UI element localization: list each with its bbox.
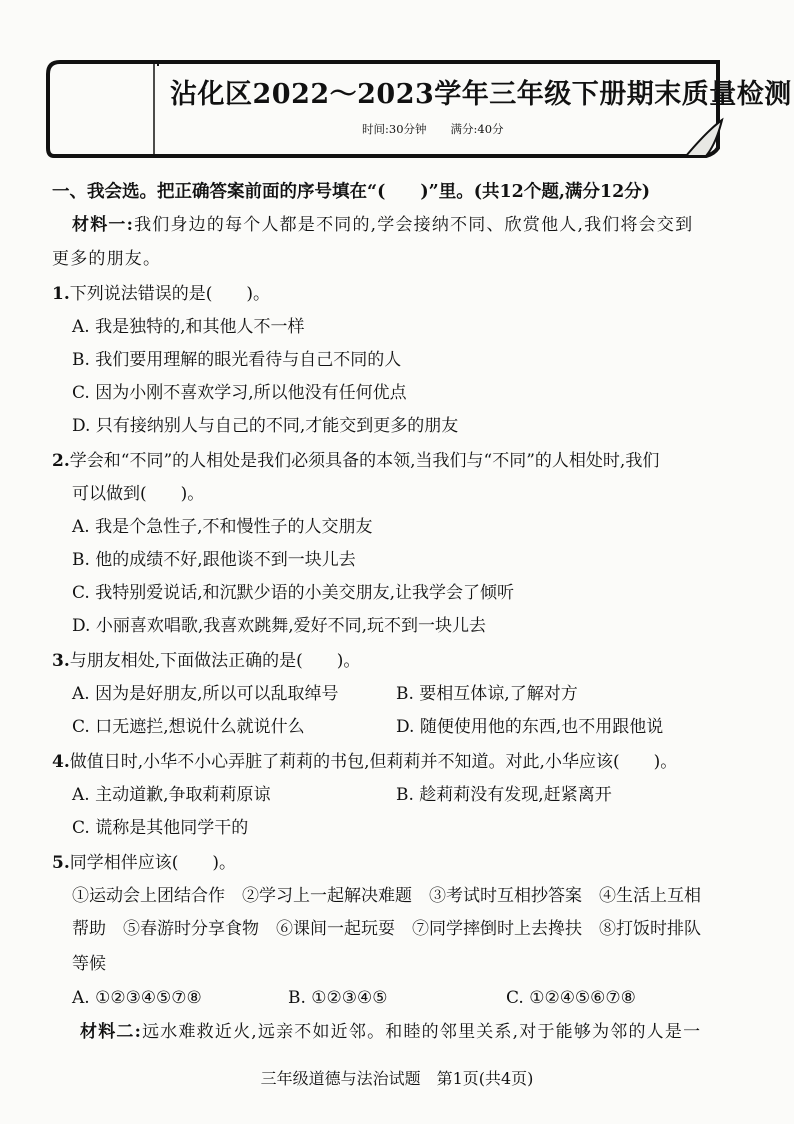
q5-items-line2: 帮助 ⑤春游时分享食物 ⑥课间一起玩耍 ⑦同学摔倒时上去搀扶 ⑧打饭时排队 xyxy=(72,919,701,939)
q5-option-a: A. ①②③④⑤⑦⑧ xyxy=(72,988,202,1008)
question-2-text-line1: 学会和“不同”的人相处是我们必须具备的本领,当我们与“不同”的人相处时,我们 xyxy=(69,451,660,471)
material1-label: 材料一: xyxy=(72,215,135,235)
question-3-number: 3. xyxy=(52,651,70,671)
q4-option-b: B. 趁莉莉没有发现,赶紧离开 xyxy=(396,785,612,805)
q5-option-c: C. ①②④⑤⑥⑦⑧ xyxy=(506,988,636,1008)
q2-option-b: B. 他的成绩不好,跟他谈不到一块儿去 xyxy=(72,550,356,570)
q3-option-b: B. 要相互体谅,了解对方 xyxy=(396,684,578,704)
q2-option-a: A. 我是个急性子,不和慢性子的人交朋友 xyxy=(72,517,373,537)
question-2 xyxy=(52,450,659,472)
q3-option-a: A. 因为是好朋友,所以可以乱取绰号 xyxy=(72,684,339,704)
q3-option-c: C. 口无遮拦,想说什么就说什么 xyxy=(72,717,305,737)
question-3-text: 与朋友相处,下面做法正确的是( )。 xyxy=(69,651,361,671)
q4-option-a: A. 主动道歉,争取莉莉原谅 xyxy=(72,785,271,805)
q1-option-d: D. 只有接纳别人与自己的不同,才能交到更多的朋友 xyxy=(72,416,459,436)
material2 xyxy=(80,1021,701,1043)
question-4-number: 4. xyxy=(52,752,70,772)
q5-items-line3: 等候 xyxy=(72,954,106,974)
q5-items-line1: ①运动会上团结合作 ②学习上一起解决难题 ③考试时互相抄答案 ④生活上互相 xyxy=(72,886,701,906)
section-heading: 一、我会选。把正确答案前面的序号填在“( )”里。(共12个题,满分12分) xyxy=(52,182,651,202)
q1-option-b: B. 我们要用理解的眼光看待与自己不同的人 xyxy=(72,350,402,370)
exam-score: 满分:40分 xyxy=(450,122,504,136)
q5-option-b: B. ①②③④⑤ xyxy=(288,988,388,1008)
q3-option-d: D. 随便使用他的东西,也不用跟他说 xyxy=(396,717,664,737)
question-4-text: 做值日时,小华不小心弄脏了莉莉的书包,但莉莉并不知道。对此,小华应该( )。 xyxy=(69,752,678,772)
question-5 xyxy=(52,852,236,874)
question-4 xyxy=(52,751,677,773)
question-1-number: 1. xyxy=(52,284,70,304)
question-2-number: 2. xyxy=(52,451,70,471)
question-1-text: 下列说法错误的是( )。 xyxy=(69,284,271,304)
exam-meta xyxy=(362,121,528,137)
question-5-number: 5. xyxy=(52,853,70,873)
q1-option-a: A. 我是独特的,和其他人不一样 xyxy=(72,317,305,337)
question-1 xyxy=(52,283,270,305)
q2-option-c: C. 我特别爱说话,和沉默少语的小美交朋友,让我学会了倾听 xyxy=(72,583,515,603)
q1-option-c: C. 因为小刚不喜欢学习,所以他没有任何优点 xyxy=(72,383,407,403)
material2-line1: 远水难救近火,远亲不如近邻。和睦的邻里关系,对于能够为邻的人是一 xyxy=(142,1022,702,1042)
material1-line1: 我们身边的每个人都是不同的,学会接纳不同、欣赏他人,我们将会交到 xyxy=(134,215,694,235)
exam-time: 时间:30分钟 xyxy=(362,122,427,136)
page-title: 沾化区2022～2023学年三年级下册期末质量检测 xyxy=(170,79,792,110)
material1-line2: 更多的朋友。 xyxy=(52,249,162,269)
material2-label: 材料二: xyxy=(80,1022,143,1042)
q4-option-c: C. 谎称是其他同学干的 xyxy=(72,818,249,838)
question-2-text-line2: 可以做到( )。 xyxy=(72,484,205,504)
material1 xyxy=(72,214,693,236)
page-footer: 三年级道德与法治试题 第1页(共4页) xyxy=(260,1069,534,1088)
question-3 xyxy=(52,650,360,672)
question-5-text: 同学相伴应该( )。 xyxy=(69,853,237,873)
q2-option-d: D. 小丽喜欢唱歌,我喜欢跳舞,爱好不同,玩不到一块儿去 xyxy=(72,616,487,636)
